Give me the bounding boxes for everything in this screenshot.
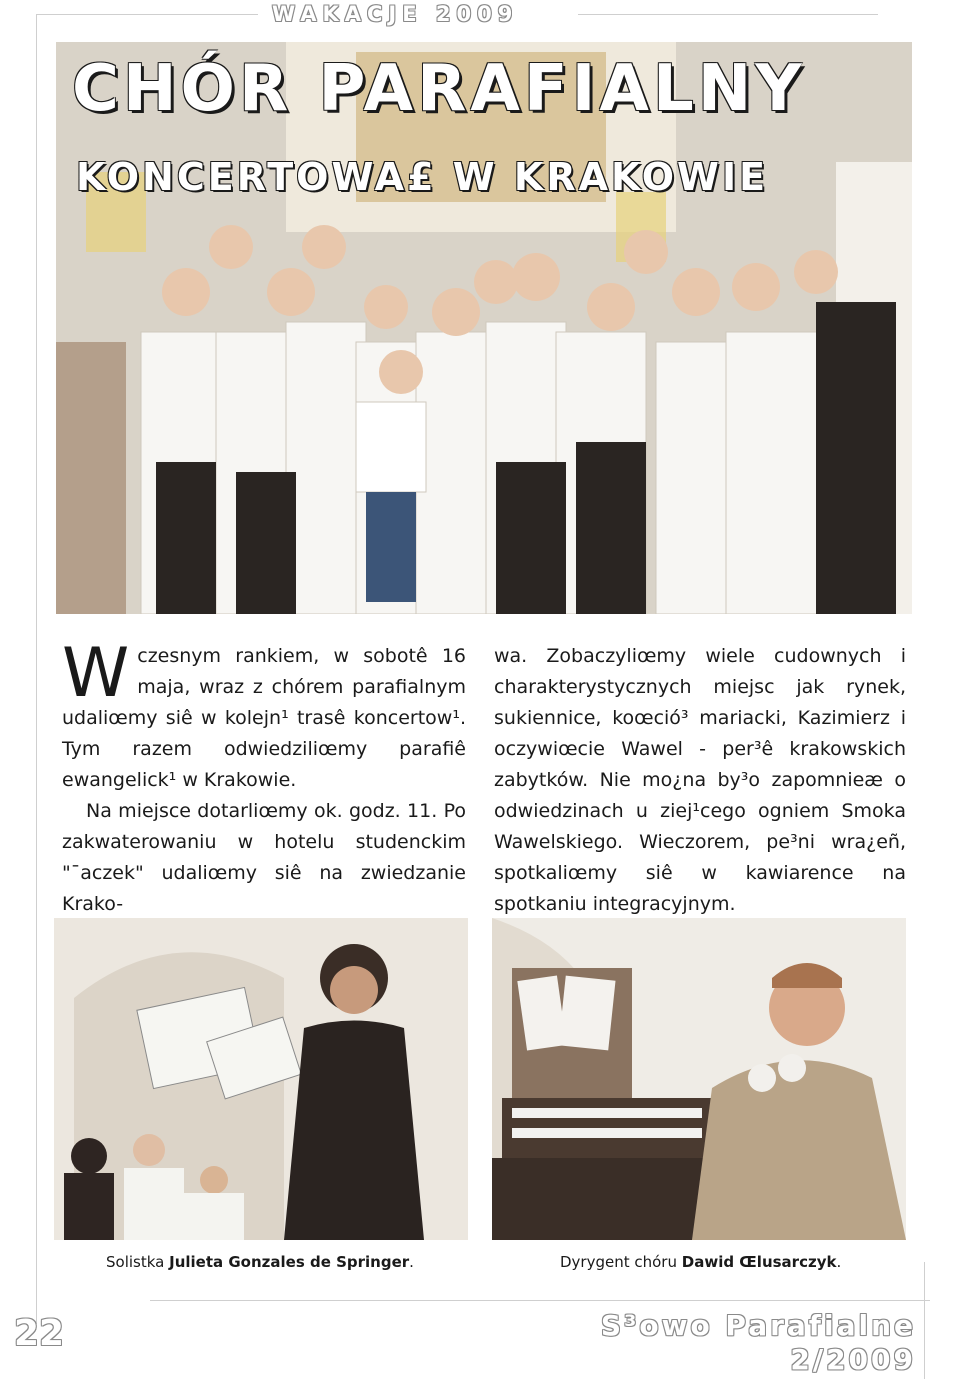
page-number: 22	[14, 1313, 65, 1354]
paragraph-2-continued: wa. Zobaczyliœmy wiele cudownych i charakterystycznych miejsc jak rynek, sukiennice, koœció³ mariacki, Kazimierz i oczywiœcie Wawel - per³ê krakowskich zabytków. Nie mo¿na by³o zapomnieæ o odwiedzinach u ziej¹cego ogniem Smoka Wawelskiego. Wieczorem, pe³ni wra¿eñ, spotkaliœmy siê w kawiarence na spotkaniu integracyjnym.	[494, 645, 906, 915]
choir-photo-illustration	[56, 42, 912, 614]
conductor-photo-illustration	[492, 918, 906, 1240]
caption-period: .	[409, 1253, 414, 1271]
caption-period: .	[836, 1253, 842, 1271]
section-header: WAKACJE 2009	[272, 2, 519, 26]
issue-number: 2/2009	[790, 1343, 916, 1376]
paragraph-2-start: Na miejsce dotarliœmy ok. godz. 11. Po zakwaterowaniu w hotelu studenckim "¯aczek" udaliœmy siê na zwiedzanie Krako-	[62, 800, 466, 915]
bottom-rule	[150, 1300, 930, 1301]
conductor-photo	[492, 918, 906, 1240]
caption-label: Solistka	[106, 1253, 170, 1271]
article-subtitle: KONCERTOWA£ W KRAKOWIE	[76, 155, 769, 199]
right-margin-rule	[924, 1262, 925, 1379]
soloist-caption	[106, 1253, 414, 1271]
article-column-left	[62, 634, 466, 920]
article-column-right	[494, 641, 906, 920]
article-title: CHÓR PARAFIALNY	[72, 52, 806, 126]
left-margin-rule	[36, 14, 37, 1324]
soloist-photo	[54, 918, 468, 1240]
conductor-caption	[560, 1253, 841, 1271]
caption-label: Dyrygent chóru	[560, 1253, 682, 1271]
choir-group-photo	[56, 42, 912, 614]
paragraph-1: czesnym rankiem, w sobotê 16 maja, wraz z chórem parafialnym udaliœmy siê w kolejn¹ trasê koncertow¹. Tym razem odwiedziliœmy parafiê ewangelick¹ w Krakowie.	[62, 645, 466, 791]
soloist-name: Julieta Gonzales de Springer	[169, 1253, 410, 1271]
magazine-name: S³owo Parafialne	[600, 1309, 916, 1342]
top-rule-right	[578, 14, 878, 15]
conductor-name: Dawid Œlusarczyk	[681, 1253, 837, 1271]
soloist-photo-illustration	[54, 918, 468, 1240]
drop-cap: W	[62, 634, 130, 713]
top-rule-left	[36, 14, 258, 15]
